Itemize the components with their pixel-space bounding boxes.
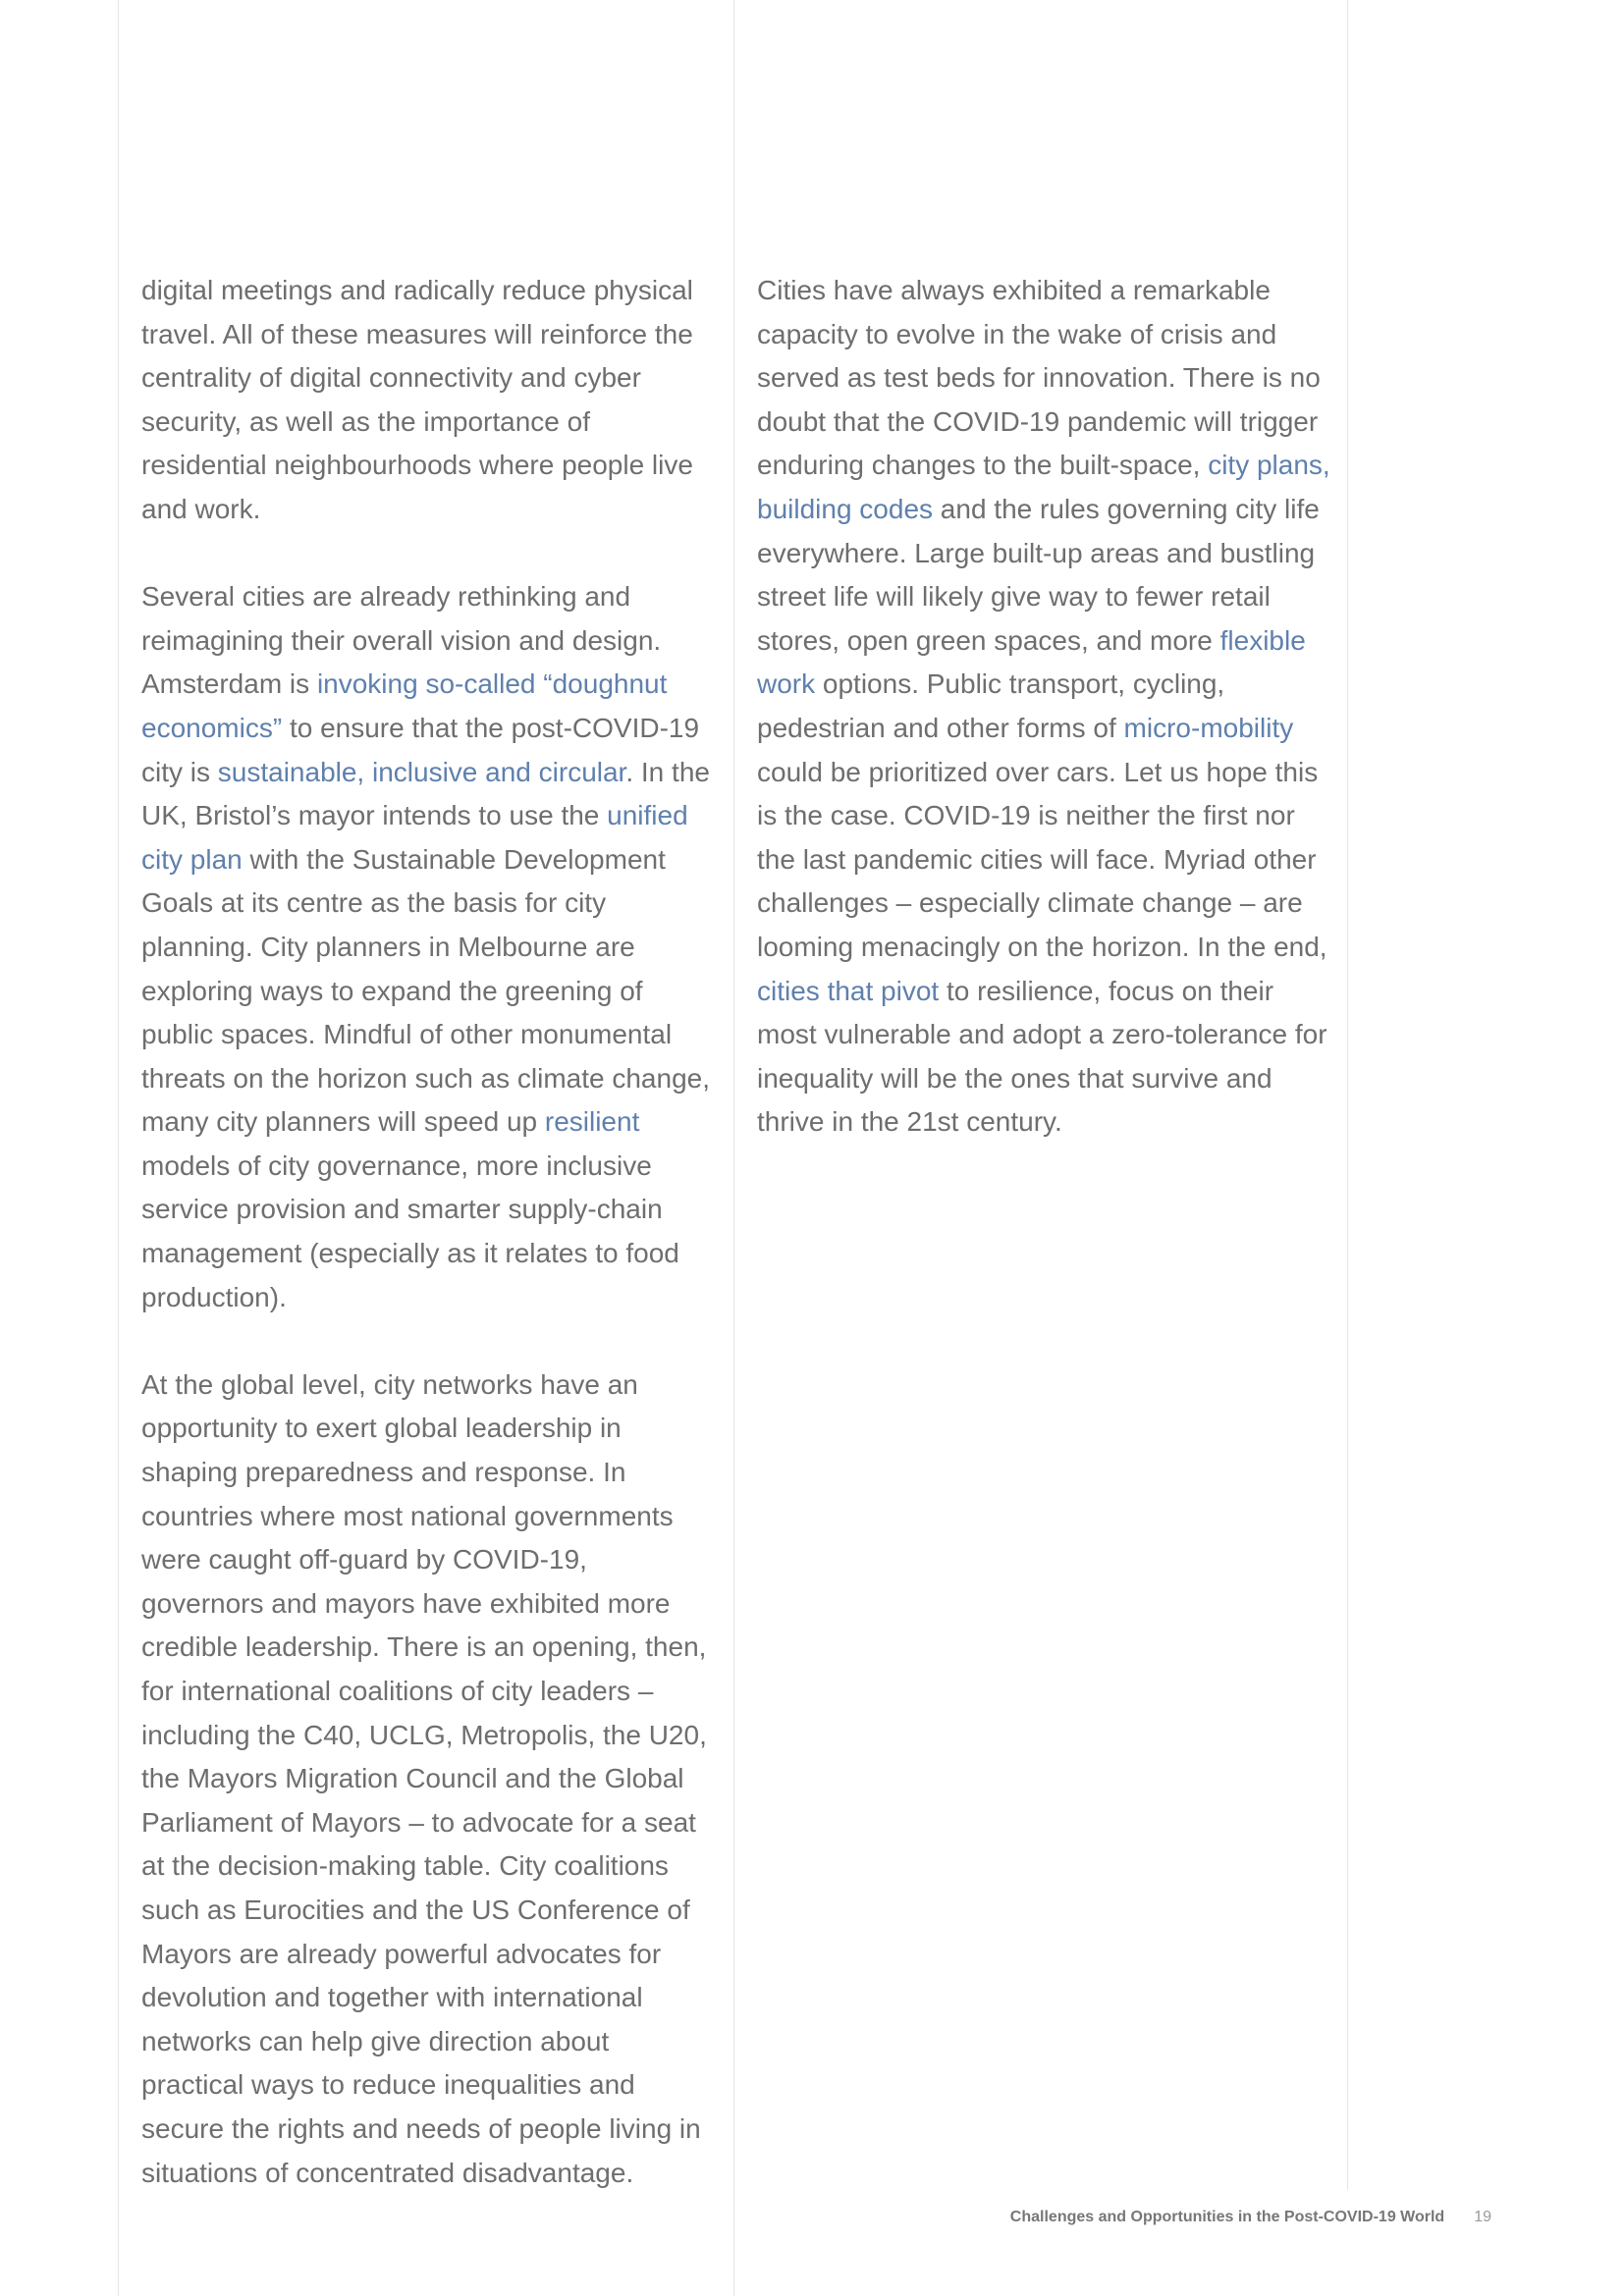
- link-city-plans-building-codes[interactable]: city plans, building codes: [757, 450, 1330, 524]
- link-doughnut-economics[interactable]: invoking so-called “doughnut economics”: [141, 668, 668, 743]
- text-run: options. Public transport, cycling, pedestrian and other forms of: [757, 668, 1225, 743]
- link-sustainable-inclusive-circular[interactable]: sustainable, inclusive and circular: [217, 756, 626, 787]
- text-run: with the Sustainable Development Goals at its centre as the basis for city planning. City planners in Melbourne are exploring ways to expand the greening of public spaces. Mindful of other monumental threats on the horizon such as climate change, many city planners will speed up: [141, 843, 711, 1138]
- page-footer: [1010, 2209, 1491, 2226]
- page-number: 19: [1474, 2209, 1491, 2225]
- paragraph-global-level: At the global level, city networks have an opportunity to exert global leadership in shaping preparedness and response. In countries where most national governments were caught off-guard by COVID-19, governors and mayors have exhibited more credible leadership. There is an opening, then, for international coalitions of city leaders – including the C40, UCLG, Metropolis, the U20, the Mayors Migration Council and the Global Parliament of Mayors – to advocate for a seat at the decision-making table. City coalitions such as Eurocities and the US Conference of Mayors are already powerful advocates for devolution and together with international networks can help give direction about practical ways to reduce inequalities and secure the rights and needs of people living in situations of concentrated disadvantage.: [141, 1368, 707, 2188]
- text-run: to resilience, focus on their most vulnerable and adopt a zero-tolerance for inequality will be the ones that survive and thrive in the 21st century.: [757, 975, 1327, 1138]
- right-column: [757, 269, 1330, 1188]
- text-run: Several cities are already rethinking and reimagining their overall vision and design. Amsterdam is: [141, 581, 662, 700]
- footer-title: Challenges and Opportunities in the Post-COVID-19 World: [1009, 2209, 1445, 2225]
- text-run: and the rules governing city life everywhere. Large built-up areas and bustling street life will likely give way to fewer retail stores, open green spaces, and more: [757, 493, 1320, 656]
- column-rule-right: [1347, 0, 1348, 2190]
- column-rule-middle: [733, 0, 734, 2296]
- column-rule-left: [118, 0, 119, 2296]
- paragraph-digital-meetings: digital meetings and radically reduce physical travel. All of these measures will reinforce the centrality of digital connectivity and cyber security, as well as the importance of residential neighbourhoods where people live and work.: [141, 275, 693, 524]
- link-flexible-work[interactable]: flexible work: [757, 624, 1306, 700]
- link-resilient[interactable]: resilient: [544, 1106, 640, 1138]
- text-run: could be prioritized over cars. Let us hope this is the case. COVID-19 is neither the first nor the last pandemic cities will face. Myriad other challenges – especially climate change – are looming menacingly on the horizon. In the end,: [757, 756, 1327, 962]
- link-cities-that-pivot[interactable]: cities that pivot: [757, 975, 940, 1006]
- paragraph-rethinking-design: [141, 575, 716, 1319]
- link-unified-city-plan[interactable]: unified city plan: [141, 800, 688, 875]
- left-column: [141, 269, 716, 2239]
- text-run: Cities have always exhibited a remarkable capacity to evolve in the wake of crisis and served as test beds for innovation. There is no doubt that the COVID-19 pandemic will trigger enduring changes to the built-space,: [757, 275, 1321, 481]
- text-run: . In the UK, Bristol’s mayor intends to use the: [141, 756, 710, 831]
- paragraph-cities-evolve: [757, 269, 1330, 1145]
- text-run: models of city governance, more inclusive service provision and smarter supply-chain management (especially as it relates to food production).: [141, 1149, 679, 1312]
- link-micro-mobility[interactable]: micro-mobility: [1123, 712, 1294, 743]
- text-run: to ensure that the post-COVID-19 city is: [141, 712, 700, 787]
